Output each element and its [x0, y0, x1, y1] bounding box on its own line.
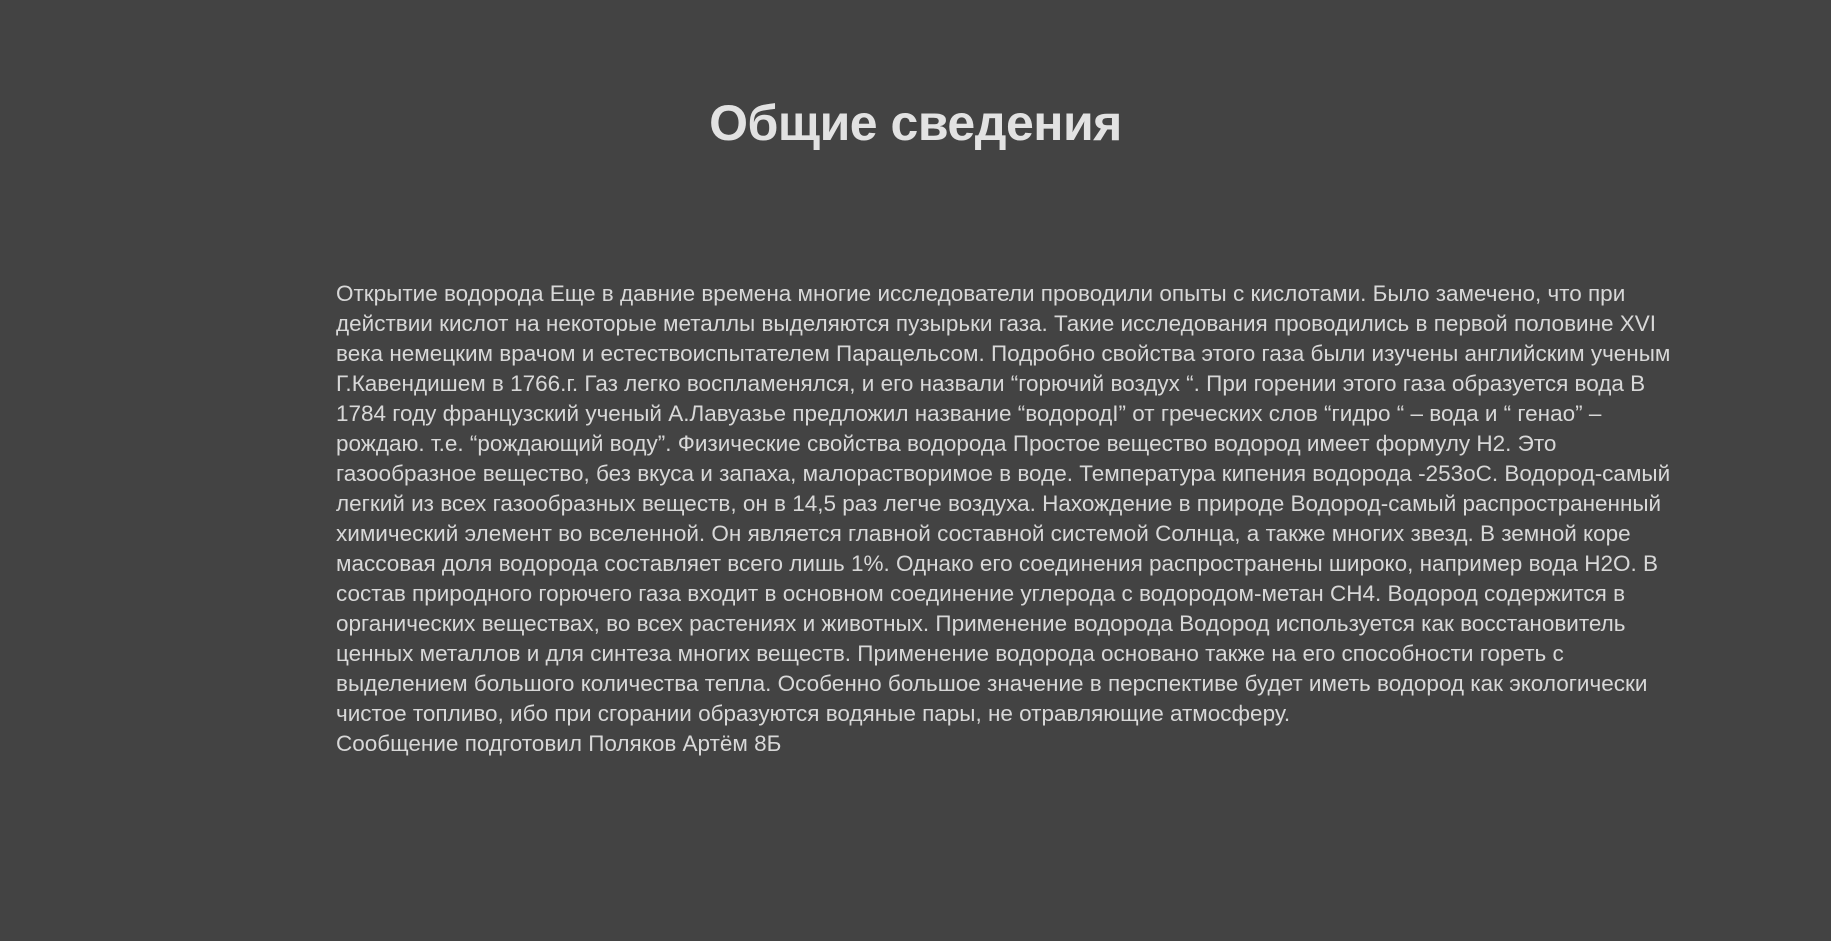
article-paragraph: Открытие водорода Еще в давние времена многие исследователи проводили опыты с кислотами. Было замечено, что при действии кислот на некоторые металлы выделяются пузырьки газа. Такие исследования проводились в первой половине XVI века немецким врачом и естествоиспытателем Парацельсом. Подробно свойства этого газа были изучены английским ученым Г.Кавендишем в 1766.г. Газ легко воспламенялся, и его назвали “горючий воздух “. При горении этого газа образуется вода В 1784 году французский ученый А.Лавуазье предложил название “водородI” от греческих слов “гидро “ – вода и “ генао” – рождаю. т.е. “рождающий воду”. Физические свойства водорода Простое вещество водород имеет формулу Н2. Это газообразное вещество, без вкуса и запаха, малорастворимое в воде. Температура кипения водорода -253оС. Водород-самый легкий из всех газообразных веществ, он в 14,5 раз легче воздуха. Нахождение в природе Водород-самый распространенный химический элемент во вселенной. Он является главной составной системой Солнца, а также многих звезд. В земной коре массовая доля водорода составляет всего лишь 1%. Однако его соединения распространены широко, например вода Н2О. В состав природного горючего газа входит в основном соединение углерода с водородом-метан СН4. Водород содержится в органических веществах, во всех растениях и животных. Применение водорода Водород используется как восстановитель ценных металлов и для синтеза многих веществ. Применение водорода основано также на его способности гореть с выделением большого количества тепла. Особенно большое значение в перспективе будет иметь водород как экологически чистое топливо, ибо при сгорании образуются водяные пары, не отравляющие атмосферу.	[336, 281, 1671, 726]
page-title: Общие сведения	[709, 95, 1122, 151]
article-body	[336, 279, 1696, 759]
author-line: Сообщение подготовил Поляков Артём 8Б	[336, 731, 782, 756]
